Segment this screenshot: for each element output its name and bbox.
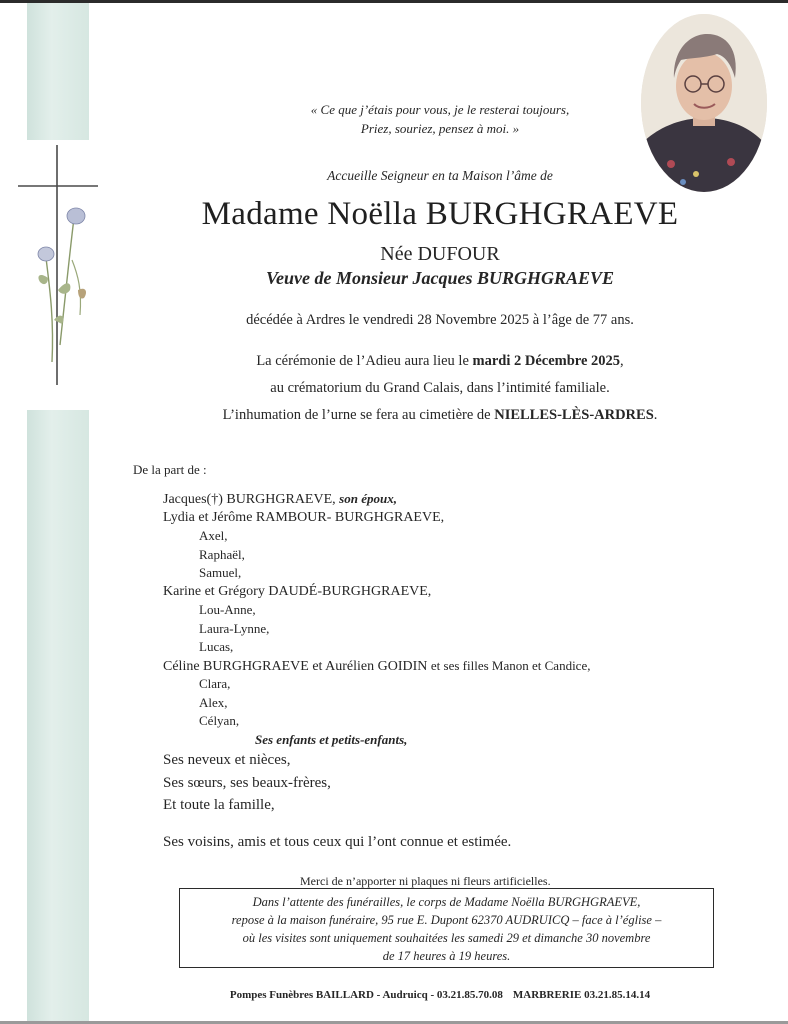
ceremony-intro: La cérémonie de l’Adieu aura lieu le (256, 353, 473, 369)
family-line: Karine et Grégory DAUDÉ-BURGHGRAEVE, (163, 583, 432, 599)
grandchild: Lucas, (199, 639, 234, 654)
ceremony-line-1 (140, 348, 740, 375)
neighbours-line: Ses voisins, amis et tous ceux qui l’ont connue et estimée. (163, 833, 512, 850)
accueil-text: Accueille Seigneur en ta Maison l’âme de (327, 168, 553, 183)
husband-role: son époux, (339, 491, 397, 506)
quote (140, 100, 740, 138)
ceremony-line-3 (140, 402, 740, 429)
grandchild: Lou-Anne, (199, 602, 256, 617)
de-la-part-label: De la part de : (133, 462, 207, 477)
family-line: Et toute la famille, (163, 797, 275, 813)
viewing-line-1: Dans l’attente des funérailles, le corps de Madame Noëlla BURGHGRAEVE, (252, 895, 641, 909)
family-list (163, 490, 723, 853)
cross-with-flowers-icon (14, 140, 104, 390)
death-notice: décédée à Ardres le vendredi 28 Novembre 2025 à l’âge de 77 ans. (246, 312, 634, 328)
grandchild: Célyan, (199, 713, 240, 728)
husband-name: Jacques(†) BURGHGRAEVE, (163, 492, 340, 507)
grandchild: Laura-Lynne, (199, 620, 270, 636)
family-line: Ses sœurs, ses beaux-frères, (163, 774, 331, 791)
ceremony-line-2: au crématorium du Grand Calais, dans l’intimité familiale. (270, 380, 610, 396)
top-border (0, 0, 788, 3)
grandchild: Axel, (199, 528, 228, 543)
flowers-notice: Merci de n’apporter ni plaques ni fleurs artificielles. (300, 874, 551, 888)
ceremony-info (140, 348, 740, 429)
viewing-line-3: où les visites sont uniquement souhaitées les samedi 29 et dimanche 30 novembre (242, 931, 651, 945)
burial-intro: L’inhumation de l’urne se fera au cimetière de (222, 407, 495, 423)
viewing-info-box (179, 888, 714, 968)
ceremony-date: mardi 2 Décembre 2025 (472, 353, 621, 369)
viewing-line-4: de 17 heures à 19 heures. (382, 949, 511, 963)
family-line (163, 657, 723, 676)
children-label: Ses enfants et petits-enfants, (255, 731, 408, 747)
ceremony-comma: , (620, 353, 624, 369)
daughter-name: Céline BURGHGRAEVE et Aurélien GOIDIN (163, 658, 431, 674)
grandchild: Raphaël, (199, 546, 245, 562)
maiden-name: Née DUFOUR (380, 243, 500, 265)
grandchild: Samuel, (199, 565, 242, 580)
deceased-name: Madame Noëlla BURGHGRAEVE (201, 196, 679, 232)
burial-period: . (653, 407, 658, 423)
family-line: Ses neveux et nièces, (163, 752, 291, 768)
marbrerie: MARBRERIE 03.21.85.14.14 (512, 989, 651, 1001)
daughter-suffix: et ses filles Manon et Candice, (430, 657, 591, 673)
grandchild: Clara, (199, 676, 231, 691)
quote-line-2: Priez, souriez, pensez à moi. » (360, 121, 520, 136)
family-line (163, 490, 723, 509)
quote-line-1: « Ce que j’étais pour vous, je le resterai toujours, (310, 102, 570, 117)
burial-place: NIELLES-LÈS-ARDRES (494, 407, 654, 423)
widow-of: Veuve de Monsieur Jacques BURGHGRAEVE (265, 268, 615, 288)
funeral-home: Pompes Funèbres BAILLARD - Audruicq - 03.21.85.70.08 (229, 989, 503, 1001)
viewing-line-2: repose à la maison funéraire, 95 rue E. Dupont 62370 AUDRUICQ – face à l’église – (231, 913, 662, 927)
family-line: Lydia et Jérôme RAMBOUR- BURGHGRAEVE, (163, 509, 445, 525)
footer (140, 989, 740, 1001)
grandchild: Alex, (199, 694, 228, 710)
